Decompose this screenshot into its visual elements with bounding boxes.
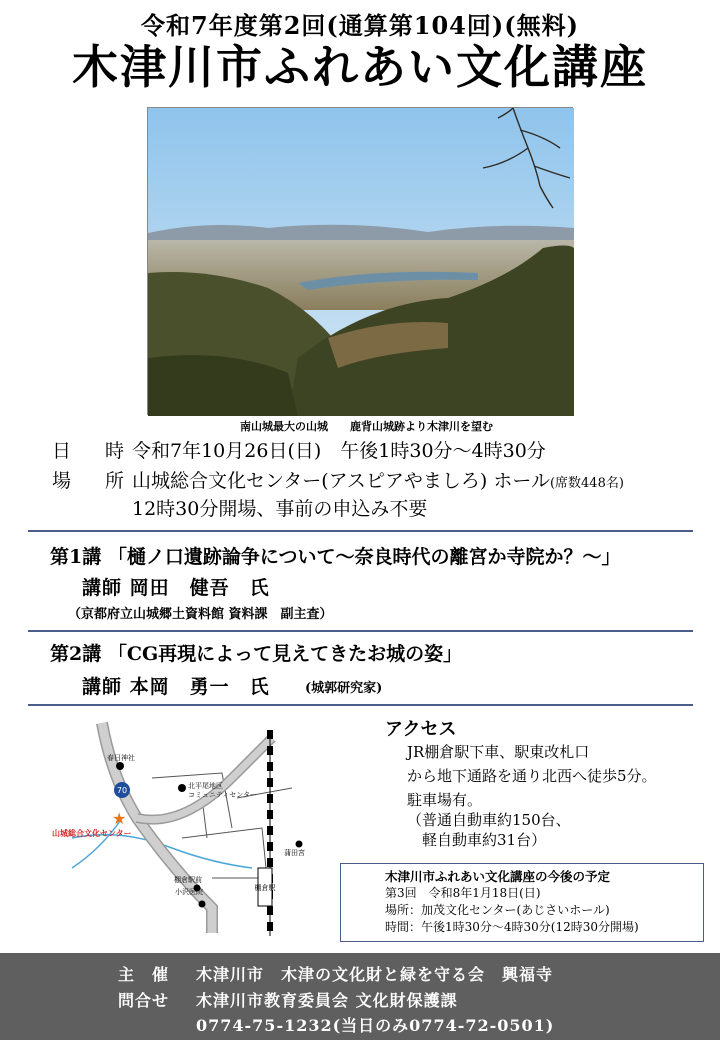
photo-caption: 南山城最大の山城 鹿背山城跡より木津川を望む	[240, 420, 493, 433]
event-title: 木津川市ふれあい文化講座	[72, 40, 648, 94]
schedule-line: 第3回 令和8年1月18日(日)	[385, 886, 541, 900]
access-line: 軽自動車約31台）	[407, 831, 547, 849]
schedule-title: 木津川市ふれあい文化講座の今後の予定	[385, 869, 611, 884]
access-line: 駐車場有。	[407, 791, 483, 809]
map-community-label-2: コミュニティセンター	[188, 791, 258, 799]
footer-host-value: 木津川市 木津の文化財と緑を守る会 興福寺	[196, 965, 554, 984]
route-badge: 70	[116, 786, 128, 795]
access-line: （普通自動車約150台、	[407, 811, 571, 829]
map-hospital-label: 小沢医院	[175, 888, 203, 896]
access-map	[52, 718, 332, 940]
venue-value: 山城総合文化センター(アスピアやましろ) ホール	[132, 470, 550, 492]
lecture-1-affiliation: （京都府立山城郷土資料館 資料課 副主査）	[68, 607, 333, 622]
event-subtitle: 令和7年度第2回(通算第104回)(無料)	[141, 11, 579, 40]
map-venue-label: 山城総合文化センター	[52, 829, 132, 838]
lecture-2-affiliation: (城郭研究家)	[305, 681, 383, 696]
map-shrine-label: 春日神社	[107, 754, 135, 762]
venue-note: 12時30分開場、事前の申込み不要	[132, 498, 428, 520]
access-line: JR棚倉駅下車、駅東改札口	[407, 743, 590, 761]
map-community-label: 北平尾地区	[188, 782, 223, 790]
map-station-front-label: 棚倉駅前	[174, 876, 202, 884]
footer	[0, 953, 720, 1040]
lecture-1-lecturer: 講師 岡田 健吾 氏	[82, 577, 270, 599]
date-row	[52, 442, 546, 461]
access-title: アクセス	[385, 719, 457, 740]
venue-star-icon: ★	[112, 809, 127, 828]
footer-host-label: 主 催	[118, 965, 170, 984]
footer-contact-value: 木津川市教育委員会 文化財保護課	[196, 991, 458, 1010]
date-value: 令和7年10月26日(日) 午後1時30分～4時30分	[132, 440, 546, 462]
divider	[28, 704, 693, 706]
venue-label: 場 所	[52, 470, 139, 492]
footer-contact-label: 問合せ	[118, 991, 170, 1010]
schedule-line: 場所：加茂文化センター(あじさいホール)	[385, 903, 610, 917]
divider	[28, 630, 693, 632]
footer-phone: 0774-75-1232(当日のみ0774-72-0501)	[196, 1016, 555, 1035]
schedule-box	[340, 863, 704, 942]
landscape-photo	[147, 107, 573, 415]
map-station-label: 棚倉駅	[254, 884, 276, 892]
divider	[28, 530, 693, 532]
lecture-2-lecturer: 講師 本岡 勇一 氏	[82, 676, 270, 698]
map-kamikatsu-label: 蒲田宮	[284, 849, 305, 857]
date-label: 日 時	[52, 440, 139, 462]
lecture-2-title: 第2講 「CG再現によって見えてきたお城の姿」	[50, 643, 463, 665]
venue-row	[52, 472, 624, 491]
lecture-1-title: 第1講 「樋ノ口遺跡論争について～奈良時代の離宮か寺院か？～」	[50, 546, 621, 568]
schedule-line: 時間：午後1時30分～4時30分(12時30分開場)	[385, 920, 639, 934]
venue-seats: (席数448名)	[549, 476, 624, 491]
access-line: から地下通路を通り北西へ徒歩5分。	[407, 767, 657, 785]
